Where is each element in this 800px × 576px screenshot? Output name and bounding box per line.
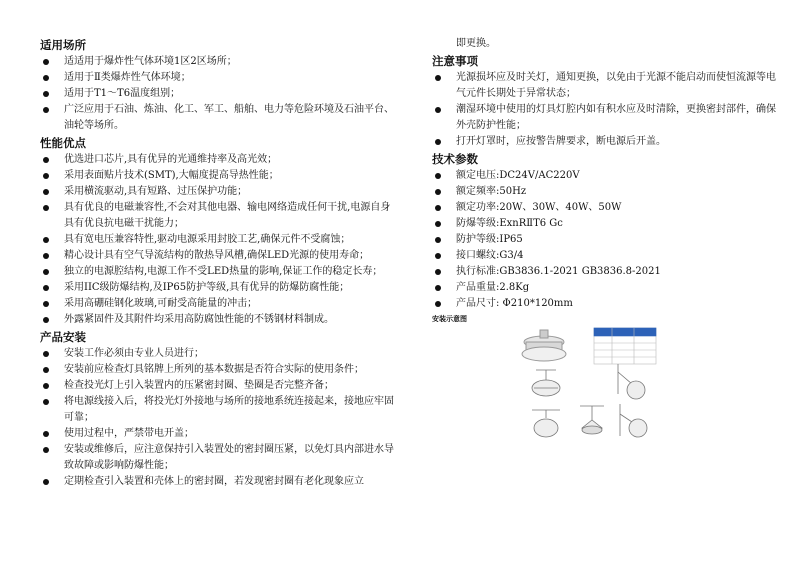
list-item: 外露紧固件及其附件均采用高防腐蚀性能的不锈钢材料制成。 bbox=[40, 312, 400, 328]
bullet-icon bbox=[43, 253, 49, 259]
list-item: 打开灯罩时，应按警告牌要求，断电源后开盖。 bbox=[432, 134, 777, 150]
list-item: 适用于Ⅱ类爆炸性气体环境； bbox=[40, 70, 400, 86]
list-item: 精心设计具有空气导流结构的散热导风槽,确保LED光源的使用寿命； bbox=[40, 248, 400, 264]
notes-list bbox=[432, 70, 777, 150]
list-item: 具有优良的电磁兼容性,不会对其他电器、输电网络造成任何干扰,电源自身具有优良抗电磁干扰能力； bbox=[40, 200, 400, 232]
bullet-icon bbox=[43, 237, 49, 243]
list-item: 采用高硼硅钢化玻璃,可耐受高能量的冲击； bbox=[40, 296, 400, 312]
list-item: 具有宽电压兼容特性,驱动电源采用封胶工艺,确保元件不受腐蚀； bbox=[40, 232, 400, 248]
list-item: 安装工作必须由专业人员进行； bbox=[40, 346, 400, 362]
bullet-icon bbox=[43, 479, 49, 485]
installation-diagram bbox=[432, 324, 777, 474]
list-item: 将电源线接入后，将投光灯外接地与场所的接地系统连接起来，接地应牢固可靠； bbox=[40, 394, 400, 426]
list-item: 使用过程中，严禁带电开盖； bbox=[40, 426, 400, 442]
list-item: 接口螺纹:G3/4 bbox=[432, 248, 777, 264]
list-item: 适用于T1～T6温度组别； bbox=[40, 86, 400, 102]
list-item: 额定电压:DC24V/AC220V bbox=[432, 168, 777, 184]
bullet-icon bbox=[43, 317, 49, 323]
bullet-icon bbox=[435, 139, 441, 145]
bullet-icon bbox=[435, 75, 441, 81]
bullet-icon bbox=[43, 173, 49, 179]
bullet-icon bbox=[43, 107, 49, 113]
pendant-mount-diagram bbox=[580, 406, 604, 434]
list-item: 额定频率:50Hz bbox=[432, 184, 777, 200]
bullet-icon bbox=[43, 157, 49, 163]
list-item: 采用表面贴片技术(SMT),大幅度提高导热性能； bbox=[40, 168, 400, 184]
advantages-list bbox=[40, 152, 400, 328]
bullet-icon bbox=[43, 367, 49, 373]
list-item: 广泛应用于石油、炼油、化工、军工、船舶、电力等危险环境及石油平台、油轮等场所。 bbox=[40, 102, 400, 134]
right-column bbox=[432, 36, 777, 474]
specs-list bbox=[432, 168, 777, 312]
list-item: 潮湿环境中使用的灯具灯腔内如有积水应及时清除，更换密封部件，确保外壳防护性能； bbox=[432, 102, 777, 134]
bullet-icon bbox=[435, 221, 441, 227]
continuation-text: 即更换。 bbox=[456, 38, 496, 49]
bullet-icon bbox=[43, 189, 49, 195]
applicable-list bbox=[40, 54, 400, 134]
list-item: 产品尺寸: Φ210*120mm bbox=[432, 296, 777, 312]
bullet-icon bbox=[43, 383, 49, 389]
list-item: 防爆等级:ExnRⅡT6 Gc bbox=[432, 216, 777, 232]
section-heading-advantages: 性能优点 bbox=[40, 136, 86, 150]
list-item: 适适用于爆炸性气体环境1区2区场所； bbox=[40, 54, 400, 70]
installation-list bbox=[40, 346, 400, 490]
list-item: 采用IIC级防爆结构,及IP65防护等级,具有优异的防爆防腐性能； bbox=[40, 280, 400, 296]
section-heading-specs: 技术参数 bbox=[432, 152, 478, 166]
bullet-icon bbox=[43, 285, 49, 291]
list-item: 执行标准:GB3836.1-2021 GB3836.8-2021 bbox=[432, 264, 777, 280]
bullet-icon bbox=[43, 431, 49, 437]
list-item: 额定功率:20W、30W、40W、50W bbox=[432, 200, 777, 216]
diagram-title: 安装示意图 bbox=[432, 315, 467, 323]
bullet-icon bbox=[43, 205, 49, 211]
bullet-icon bbox=[435, 253, 441, 259]
bullet-icon bbox=[43, 91, 49, 97]
bullet-icon bbox=[435, 269, 441, 275]
bullet-icon bbox=[43, 75, 49, 81]
list-item: 产品重量:2.8Kg bbox=[432, 280, 777, 296]
bullet-icon bbox=[435, 107, 441, 113]
side-mount-diagram bbox=[620, 404, 647, 437]
ceiling-mount-diagram bbox=[532, 370, 560, 396]
bullet-icon bbox=[43, 447, 49, 453]
list-item: 独立的电源腔结构,电源工作不受LED热量的影响,保证工作的稳定长寿； bbox=[40, 264, 400, 280]
bullet-icon bbox=[435, 173, 441, 179]
bullet-icon bbox=[435, 285, 441, 291]
bullet-icon bbox=[43, 399, 49, 405]
list-item: 光源损坏应及时关灯，通知更换，以免由于光源不能启动而使恒流源等电气元件长期处于异常状态； bbox=[432, 70, 777, 102]
list-item: 检查投光灯上引入装置内的压紧密封圈、垫圈是否完整齐备； bbox=[40, 378, 400, 394]
wall-mount-diagram bbox=[618, 364, 645, 399]
section-heading-applicable: 适用场所 bbox=[40, 38, 86, 52]
left-column bbox=[40, 36, 400, 490]
list-item: 安装或维修后，应注意保持引入装置处的密封圈压紧，以免灯具内部进水导致故障或影响防爆性能； bbox=[40, 442, 400, 474]
installation-diagram-figure bbox=[432, 324, 777, 474]
bullet-icon bbox=[435, 205, 441, 211]
list-item: 安装前应检查灯具铭牌上所列的基本数据是否符合实际的使用条件； bbox=[40, 362, 400, 378]
bullet-icon bbox=[435, 301, 441, 307]
bullet-icon bbox=[43, 351, 49, 357]
bullet-icon bbox=[435, 189, 441, 195]
section-heading-notes: 注意事项 bbox=[432, 54, 478, 68]
lamp-product-image bbox=[522, 330, 566, 361]
bullet-icon bbox=[43, 301, 49, 307]
bullet-icon bbox=[435, 237, 441, 243]
bullet-icon bbox=[43, 59, 49, 65]
bullet-icon bbox=[43, 269, 49, 275]
spec-table bbox=[594, 328, 656, 364]
list-item: 定期检查引入装置和壳体上的密封圈，若发现密封圈有老化现象应立 bbox=[40, 474, 400, 490]
pole-mount-diagram bbox=[532, 410, 560, 437]
list-item: 优选进口芯片,具有优异的光通维持率及高光效； bbox=[40, 152, 400, 168]
list-item: 防护等级:IP65 bbox=[432, 232, 777, 248]
section-heading-installation: 产品安装 bbox=[40, 330, 86, 344]
list-item: 采用横流驱动,具有短路、过压保护功能； bbox=[40, 184, 400, 200]
